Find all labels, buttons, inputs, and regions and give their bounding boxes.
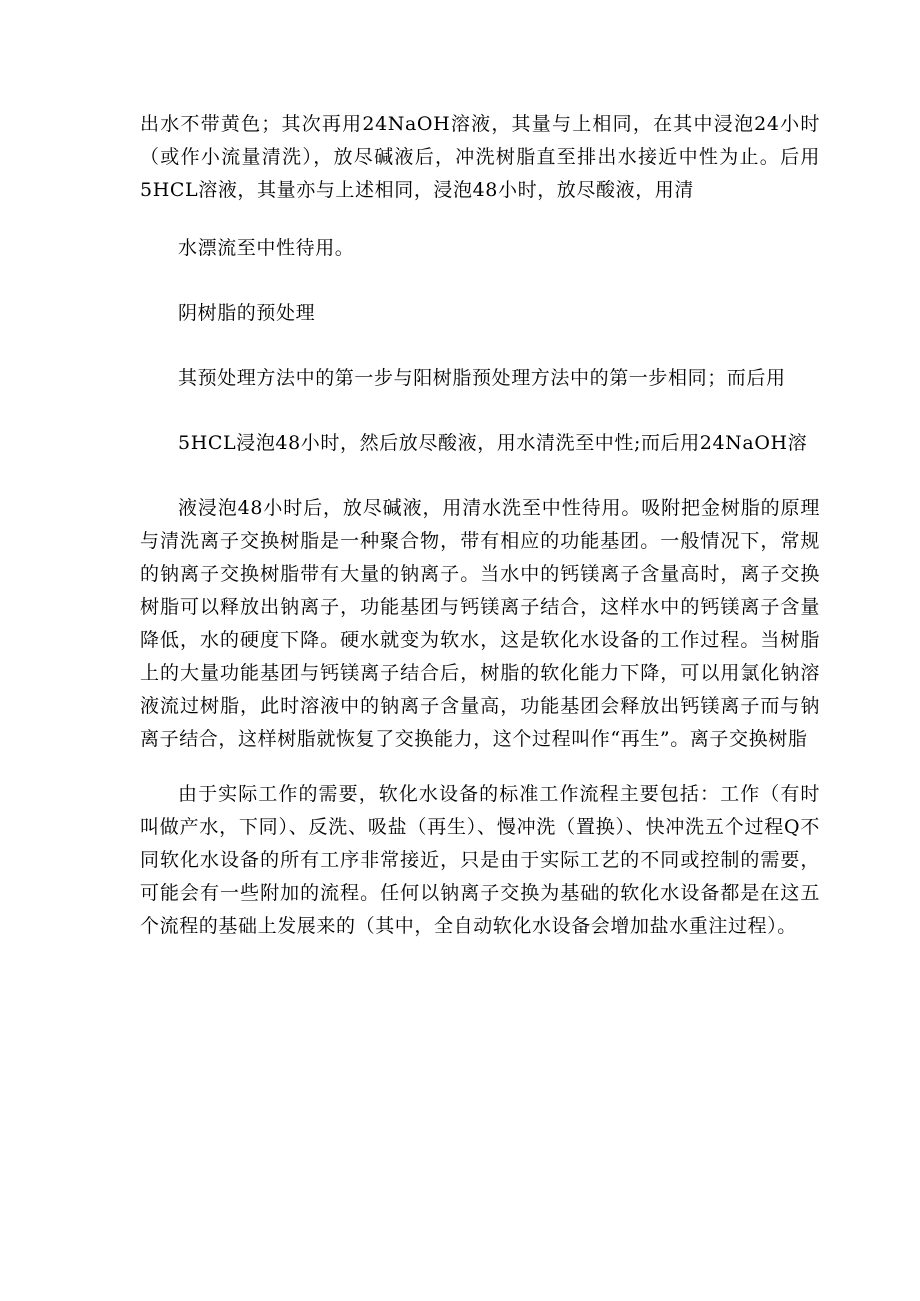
paragraph-anion-step-one: 其预处理方法中的第一步与阳树脂预处理方法中的第一步相同；而后用	[178, 367, 786, 389]
paragraph-softener-workflow: 由于实际工作的需要，软化水设备的标准工作流程主要包括：工作（有时叫做产水，下同）、反洗、吸盐（再生）、慢冲洗（置换）、快冲洗五个过程Q不同软化水设备的所有工序非常接近，只是由于实际工艺的不同或控制的需要，可能会有一些附加的流程。任何以钠离子交换为基础的软化水设备都是在这五个流程的基础上发展来的（其中，全自动软化水设备会增加盐水重注过程）。	[140, 783, 820, 937]
paragraph-pretreatment-cation-end: 出水不带黄色；其次再用24NaOH溶液，其量与上相同，在其中浸泡24小时（或作小流量清洗），放尽碱液后，冲洗树脂直至排出水接近中性为止。后用5HCL溶液，其量亦与上述相同，浸泡48小时，放尽酸液，用清	[140, 113, 820, 201]
paragraph-anion-hcl-soak: 5HCL浸泡48小时，然后放尽酸液，用水清洗至中性;而后用24NaOH溶	[178, 432, 808, 454]
paragraph-rinse-neutral: 水漂流至中性待用。	[178, 237, 355, 259]
section-heading-anion-pretreatment: 阴树脂的预处理	[178, 302, 316, 324]
paragraph-ion-exchange-principle: 液浸泡48小时后，放尽碱液，用清水洗至中性待用。吸附把金树脂的原理与清洗离子交换树脂是一种聚合物，带有相应的功能基团。一般情况下，常规的钠离子交换树脂带有大量的钠离子。当水中的钙镁离子含量高时，离子交换树脂可以释放出钠离子，功能基团与钙镁离子结合，这样水中的钙镁离子含量降低，水的硬度下降。硬水就变为软水，这是软化水设备的工作过程。当树脂上的大量功能基团与钙镁离子结合后，树脂的软化能力下降，可以用氯化钠溶液流过树脂，此时溶液中的钠离子含量高，功能基团会释放出钙镁离子而与钠离子结合，这样树脂就恢复了交换能力，这个过程叫作“再生”。离子交换树脂	[140, 497, 820, 750]
